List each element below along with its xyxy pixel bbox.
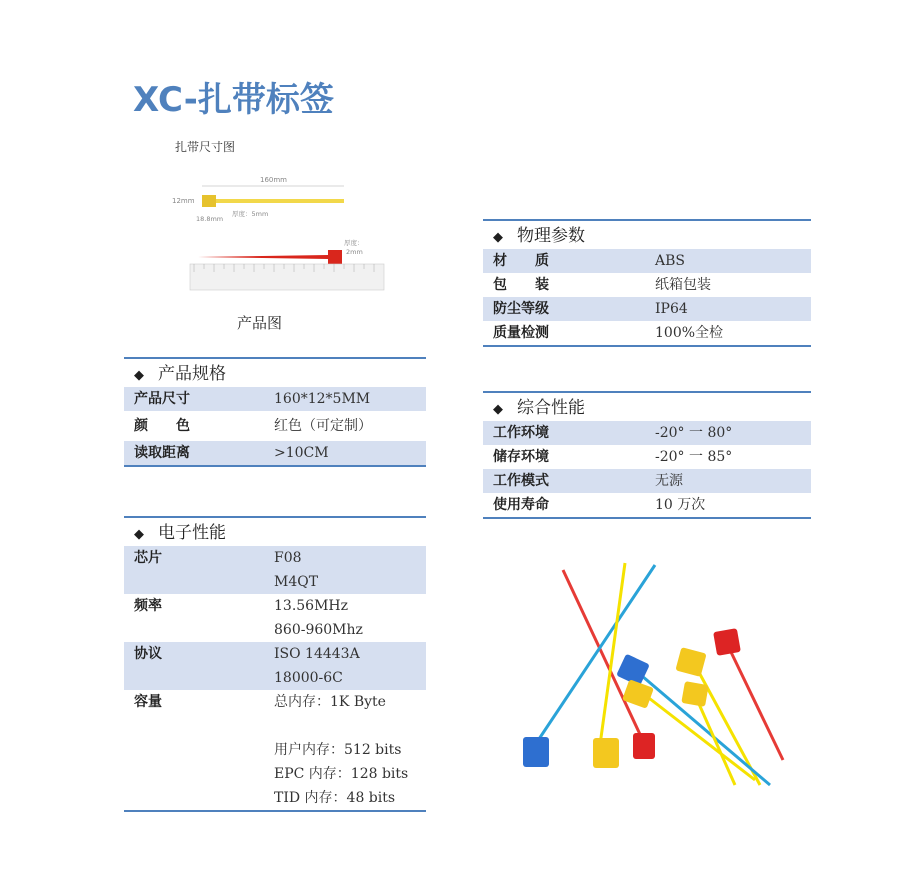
table-row: 读取距离 >10CM [124, 441, 426, 465]
table-row: 储存环境 -20° 一 85° [493, 449, 733, 465]
length-label: 160mm [260, 176, 287, 184]
table-row: 芯片 F08 M4QT [124, 546, 426, 594]
table-row: 材 质 ABS [483, 249, 811, 273]
table-row: 频率 13.56MHz 860-960Mhz [134, 598, 363, 638]
product-spec-table [124, 357, 426, 467]
table-row: 颜 色 红色（可定制） [134, 418, 372, 434]
electronic-header: ◆ 电子性能 [124, 516, 426, 546]
diamond-bullet-icon: ◆ [493, 230, 503, 245]
table-row: 产品尺寸 160*12*5MM [124, 387, 426, 411]
height-label: 12mm [172, 197, 195, 205]
table-row: 使用寿命 10 万次 [493, 497, 706, 513]
comprehensive-table [483, 391, 811, 519]
comprehensive-header: ◆ 综合性能 [483, 391, 811, 421]
diamond-bullet-icon: ◆ [134, 527, 144, 542]
cable-tie-photo [505, 555, 790, 790]
table-row: 协议 ISO 14443A 18000-6C [124, 642, 426, 690]
table-row: 包 装 纸箱包装 [493, 277, 711, 293]
tie-dimension-diagram [168, 168, 388, 298]
physical-header: ◆ 物理参数 [483, 219, 811, 249]
diamond-bullet-icon: ◆ [134, 368, 144, 383]
table-row: 工作模式 无源 [483, 469, 811, 493]
diamond-bullet-icon: ◆ [493, 402, 503, 417]
product-image-caption: 产品图 [237, 314, 283, 332]
width-label: 18.8mm [196, 215, 224, 223]
physical-table [483, 219, 811, 347]
table-row: 防尘等级 IP64 [483, 297, 811, 321]
size-diagram-caption: 扎带尺寸图 [175, 140, 236, 154]
red-thickness-value: 2mm [346, 248, 363, 256]
page-title: XC-扎带标签 [133, 80, 334, 120]
table-row: 工作环境 -20° 一 80° [483, 421, 811, 445]
product-spec-header: ◆ 产品规格 [124, 357, 426, 387]
red-thickness-label: 厚度： [344, 239, 364, 247]
thickness-label: 厚度：5mm [232, 210, 269, 218]
table-row: 质量检测 100%全检 [493, 325, 724, 341]
table-row: 容量 总内存：1K Byte 用户内存：512 bits EPC 内存：128 bits TID 内存：48 bits [134, 694, 409, 806]
electronic-table [124, 516, 426, 812]
